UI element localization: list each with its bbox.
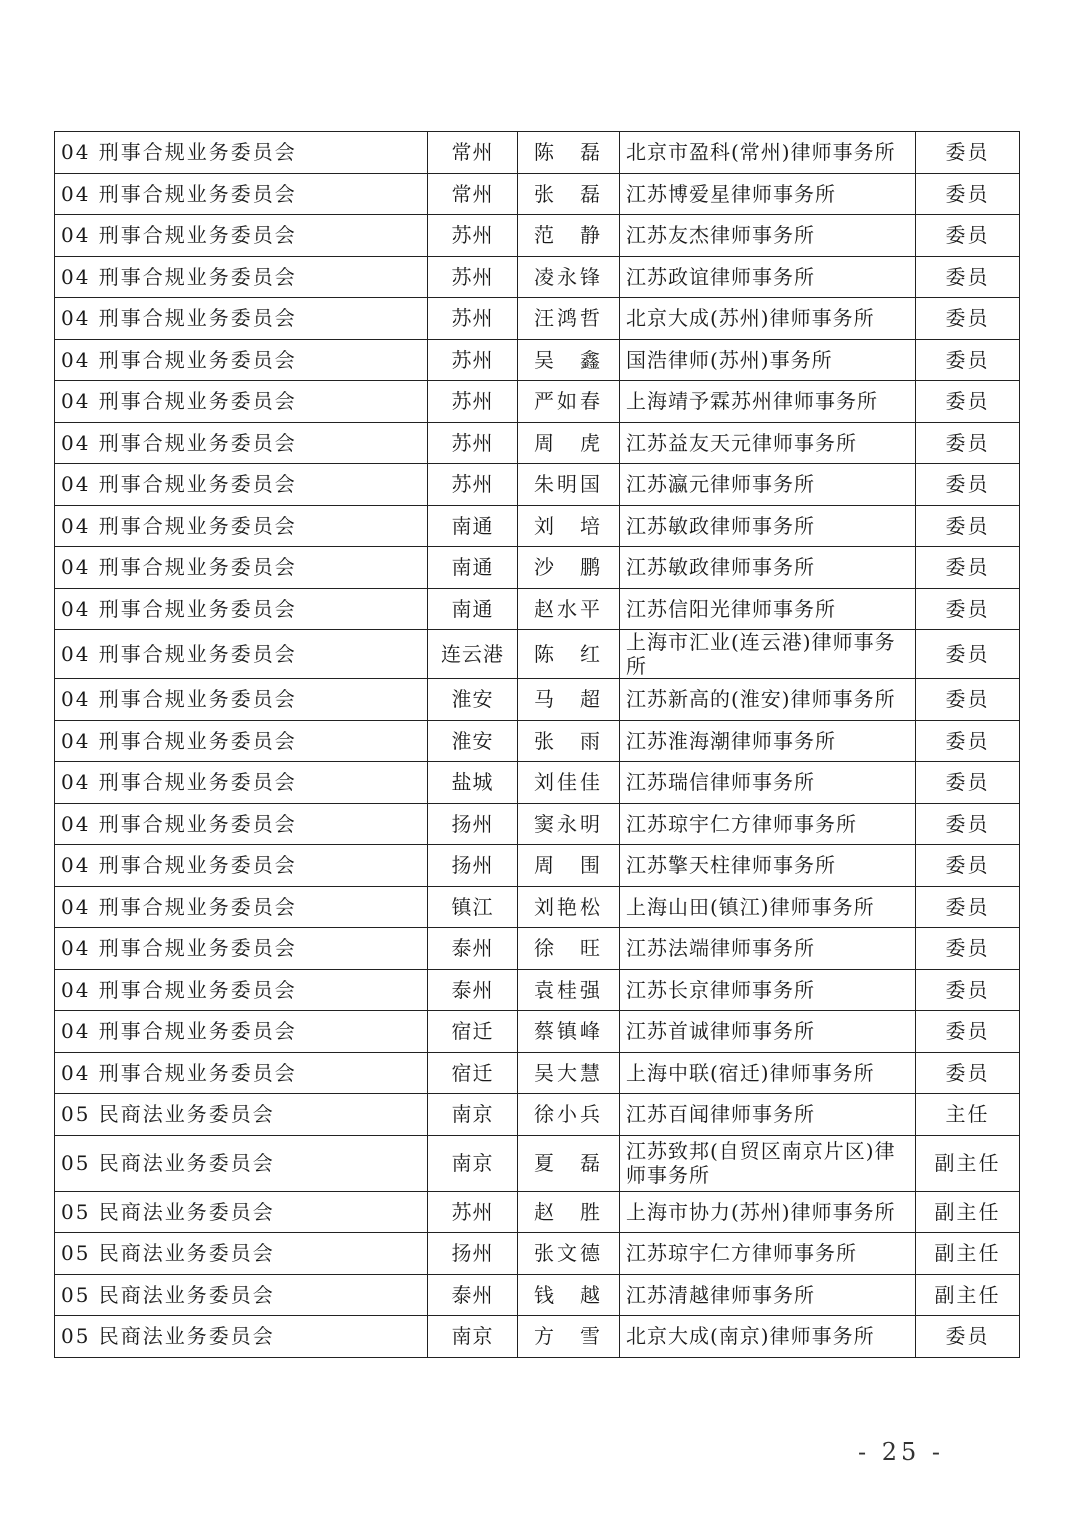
city-cell: 宿迁 xyxy=(428,1052,518,1094)
role-cell: 委员 xyxy=(916,1011,1020,1053)
role-cell: 委员 xyxy=(916,1052,1020,1094)
law-firm-cell: 上海中联(宿迁)律师事务所 xyxy=(620,1052,916,1094)
table-body xyxy=(55,132,1020,1358)
table-row xyxy=(55,1094,1020,1136)
role-cell: 委员 xyxy=(916,256,1020,298)
law-firm-cell: 江苏致邦(自贸区南京片区)律师事务所 xyxy=(620,1135,916,1191)
committee-cell: 04 刑事合规业务委员会 xyxy=(55,928,428,970)
committee-cell: 04 刑事合规业务委员会 xyxy=(55,720,428,762)
city-cell: 苏州 xyxy=(428,422,518,464)
law-firm-cell: 江苏新高的(淮安)律师事务所 xyxy=(620,679,916,721)
table-row xyxy=(55,464,1020,506)
committee-cell: 05 民商法业务委员会 xyxy=(55,1316,428,1358)
committee-cell: 05 民商法业务委员会 xyxy=(55,1191,428,1233)
committee-cell: 04 刑事合规业务委员会 xyxy=(55,547,428,589)
member-name-cell: 窦永明 xyxy=(518,803,620,845)
law-firm-cell: 江苏百闻律师事务所 xyxy=(620,1094,916,1136)
committee-cell: 05 民商法业务委员会 xyxy=(55,1094,428,1136)
committee-cell: 04 刑事合规业务委员会 xyxy=(55,422,428,464)
committee-cell: 04 刑事合规业务委员会 xyxy=(55,679,428,721)
committee-cell: 04 刑事合规业务委员会 xyxy=(55,215,428,257)
law-firm-cell: 江苏益友天元律师事务所 xyxy=(620,422,916,464)
role-cell: 委员 xyxy=(916,298,1020,340)
table-row xyxy=(55,422,1020,464)
member-name-cell: 张 雨 xyxy=(518,720,620,762)
table-row xyxy=(55,173,1020,215)
committee-cell: 04 刑事合规业务委员会 xyxy=(55,845,428,887)
committee-cell: 04 刑事合规业务委员会 xyxy=(55,1011,428,1053)
law-firm-cell: 江苏擎天柱律师事务所 xyxy=(620,845,916,887)
committee-cell: 04 刑事合规业务委员会 xyxy=(55,803,428,845)
city-cell: 扬州 xyxy=(428,1233,518,1275)
law-firm-cell: 江苏长京律师事务所 xyxy=(620,969,916,1011)
city-cell: 南通 xyxy=(428,505,518,547)
member-name-cell: 凌永锋 xyxy=(518,256,620,298)
city-cell: 泰州 xyxy=(428,1274,518,1316)
role-cell: 委员 xyxy=(916,215,1020,257)
table-row xyxy=(55,1191,1020,1233)
committee-cell: 04 刑事合规业务委员会 xyxy=(55,132,428,174)
law-firm-cell: 北京市盈科(常州)律师事务所 xyxy=(620,132,916,174)
law-firm-cell: 江苏清越律师事务所 xyxy=(620,1274,916,1316)
law-firm-cell: 江苏博爱星律师事务所 xyxy=(620,173,916,215)
city-cell: 南京 xyxy=(428,1316,518,1358)
city-cell: 淮安 xyxy=(428,720,518,762)
table-row xyxy=(55,298,1020,340)
law-firm-cell: 江苏瀛元律师事务所 xyxy=(620,464,916,506)
table-row xyxy=(55,547,1020,589)
committee-cell: 04 刑事合规业务委员会 xyxy=(55,298,428,340)
city-cell: 盐城 xyxy=(428,762,518,804)
role-cell: 委员 xyxy=(916,132,1020,174)
table-row xyxy=(55,381,1020,423)
table-row xyxy=(55,630,1020,679)
role-cell: 委员 xyxy=(916,928,1020,970)
law-firm-cell: 江苏敏政律师事务所 xyxy=(620,505,916,547)
law-firm-cell: 江苏友杰律师事务所 xyxy=(620,215,916,257)
law-firm-cell: 北京大成(南京)律师事务所 xyxy=(620,1316,916,1358)
city-cell: 苏州 xyxy=(428,381,518,423)
table-row xyxy=(55,969,1020,1011)
member-name-cell: 严如春 xyxy=(518,381,620,423)
member-name-cell: 陈 红 xyxy=(518,630,620,679)
role-cell: 委员 xyxy=(916,547,1020,589)
role-cell: 副主任 xyxy=(916,1233,1020,1275)
role-cell: 委员 xyxy=(916,588,1020,630)
table-row xyxy=(55,1316,1020,1358)
law-firm-cell: 江苏琼宇仁方律师事务所 xyxy=(620,803,916,845)
table-row xyxy=(55,720,1020,762)
role-cell: 委员 xyxy=(916,679,1020,721)
city-cell: 南通 xyxy=(428,588,518,630)
city-cell: 宿迁 xyxy=(428,1011,518,1053)
city-cell: 泰州 xyxy=(428,928,518,970)
city-cell: 镇江 xyxy=(428,886,518,928)
role-cell: 委员 xyxy=(916,886,1020,928)
city-cell: 扬州 xyxy=(428,845,518,887)
city-cell: 连云港 xyxy=(428,630,518,679)
member-name-cell: 钱 越 xyxy=(518,1274,620,1316)
law-firm-cell: 江苏信阳光律师事务所 xyxy=(620,588,916,630)
city-cell: 扬州 xyxy=(428,803,518,845)
law-firm-cell: 上海市汇业(连云港)律师事务所 xyxy=(620,630,916,679)
role-cell: 副主任 xyxy=(916,1135,1020,1191)
city-cell: 南通 xyxy=(428,547,518,589)
member-name-cell: 吴大慧 xyxy=(518,1052,620,1094)
table-row xyxy=(55,132,1020,174)
role-cell: 委员 xyxy=(916,339,1020,381)
member-name-cell: 周 围 xyxy=(518,845,620,887)
role-cell: 委员 xyxy=(916,845,1020,887)
role-cell: 委员 xyxy=(916,505,1020,547)
table-row xyxy=(55,505,1020,547)
law-firm-cell: 北京大成(苏州)律师事务所 xyxy=(620,298,916,340)
committee-cell: 05 民商法业务委员会 xyxy=(55,1135,428,1191)
role-cell: 委员 xyxy=(916,422,1020,464)
role-cell: 委员 xyxy=(916,1316,1020,1358)
law-firm-cell: 江苏琼宇仁方律师事务所 xyxy=(620,1233,916,1275)
committee-cell: 04 刑事合规业务委员会 xyxy=(55,256,428,298)
member-name-cell: 刘佳佳 xyxy=(518,762,620,804)
member-name-cell: 赵水平 xyxy=(518,588,620,630)
table-row xyxy=(55,1011,1020,1053)
committee-cell: 04 刑事合规业务委员会 xyxy=(55,505,428,547)
table-row xyxy=(55,215,1020,257)
committee-cell: 04 刑事合规业务委员会 xyxy=(55,339,428,381)
role-cell: 副主任 xyxy=(916,1274,1020,1316)
role-cell: 委员 xyxy=(916,173,1020,215)
table-row xyxy=(55,803,1020,845)
law-firm-cell: 江苏瑞信律师事务所 xyxy=(620,762,916,804)
member-name-cell: 吴 鑫 xyxy=(518,339,620,381)
city-cell: 南京 xyxy=(428,1135,518,1191)
table-row xyxy=(55,886,1020,928)
law-firm-cell: 江苏淮海潮律师事务所 xyxy=(620,720,916,762)
law-firm-cell: 上海山田(镇江)律师事务所 xyxy=(620,886,916,928)
city-cell: 苏州 xyxy=(428,215,518,257)
member-name-cell: 刘 培 xyxy=(518,505,620,547)
role-cell: 委员 xyxy=(916,464,1020,506)
member-name-cell: 马 超 xyxy=(518,679,620,721)
city-cell: 常州 xyxy=(428,132,518,174)
table-row xyxy=(55,928,1020,970)
committee-cell: 04 刑事合规业务委员会 xyxy=(55,173,428,215)
member-name-cell: 赵 胜 xyxy=(518,1191,620,1233)
table-row xyxy=(55,762,1020,804)
role-cell: 主任 xyxy=(916,1094,1020,1136)
table-row xyxy=(55,845,1020,887)
committee-cell: 04 刑事合规业务委员会 xyxy=(55,1052,428,1094)
table-row xyxy=(55,1052,1020,1094)
member-name-cell: 徐小兵 xyxy=(518,1094,620,1136)
law-firm-cell: 上海靖予霖苏州律师事务所 xyxy=(620,381,916,423)
role-cell: 委员 xyxy=(916,381,1020,423)
law-firm-cell: 江苏首诚律师事务所 xyxy=(620,1011,916,1053)
member-name-cell: 沙 鹏 xyxy=(518,547,620,589)
member-name-cell: 范 静 xyxy=(518,215,620,257)
table-row xyxy=(55,256,1020,298)
committee-cell: 05 民商法业务委员会 xyxy=(55,1233,428,1275)
law-firm-cell: 江苏敏政律师事务所 xyxy=(620,547,916,589)
role-cell: 副主任 xyxy=(916,1191,1020,1233)
law-firm-cell: 国浩律师(苏州)事务所 xyxy=(620,339,916,381)
role-cell: 委员 xyxy=(916,803,1020,845)
role-cell: 委员 xyxy=(916,630,1020,679)
city-cell: 苏州 xyxy=(428,339,518,381)
table-row xyxy=(55,679,1020,721)
table-row xyxy=(55,339,1020,381)
committee-cell: 04 刑事合规业务委员会 xyxy=(55,886,428,928)
committee-cell: 04 刑事合规业务委员会 xyxy=(55,630,428,679)
table-row xyxy=(55,588,1020,630)
law-firm-cell: 江苏法端律师事务所 xyxy=(620,928,916,970)
city-cell: 南京 xyxy=(428,1094,518,1136)
member-name-cell: 陈 磊 xyxy=(518,132,620,174)
table-row xyxy=(55,1274,1020,1316)
member-name-cell: 蔡镇峰 xyxy=(518,1011,620,1053)
role-cell: 委员 xyxy=(916,969,1020,1011)
city-cell: 苏州 xyxy=(428,256,518,298)
city-cell: 苏州 xyxy=(428,298,518,340)
member-name-cell: 张 磊 xyxy=(518,173,620,215)
committee-cell: 04 刑事合规业务委员会 xyxy=(55,762,428,804)
table-row xyxy=(55,1233,1020,1275)
committee-cell: 04 刑事合规业务委员会 xyxy=(55,969,428,1011)
city-cell: 苏州 xyxy=(428,464,518,506)
member-name-cell: 朱明国 xyxy=(518,464,620,506)
city-cell: 常州 xyxy=(428,173,518,215)
law-firm-cell: 江苏政谊律师事务所 xyxy=(620,256,916,298)
law-firm-cell: 上海市协力(苏州)律师事务所 xyxy=(620,1191,916,1233)
committee-cell: 04 刑事合规业务委员会 xyxy=(55,588,428,630)
member-name-cell: 袁桂强 xyxy=(518,969,620,1011)
member-name-cell: 周 虎 xyxy=(518,422,620,464)
city-cell: 苏州 xyxy=(428,1191,518,1233)
page-number: - 25 - xyxy=(858,1438,945,1466)
committee-cell: 05 民商法业务委员会 xyxy=(55,1274,428,1316)
committee-cell: 04 刑事合规业务委员会 xyxy=(55,381,428,423)
member-name-cell: 刘艳松 xyxy=(518,886,620,928)
member-name-cell: 汪鸿哲 xyxy=(518,298,620,340)
city-cell: 淮安 xyxy=(428,679,518,721)
member-name-cell: 夏 磊 xyxy=(518,1135,620,1191)
committee-cell: 04 刑事合规业务委员会 xyxy=(55,464,428,506)
table-row xyxy=(55,1135,1020,1191)
role-cell: 委员 xyxy=(916,720,1020,762)
member-name-cell: 方 雪 xyxy=(518,1316,620,1358)
member-name-cell: 徐 旺 xyxy=(518,928,620,970)
committee-member-table xyxy=(54,131,1020,1358)
role-cell: 委员 xyxy=(916,762,1020,804)
city-cell: 泰州 xyxy=(428,969,518,1011)
member-name-cell: 张文德 xyxy=(518,1233,620,1275)
